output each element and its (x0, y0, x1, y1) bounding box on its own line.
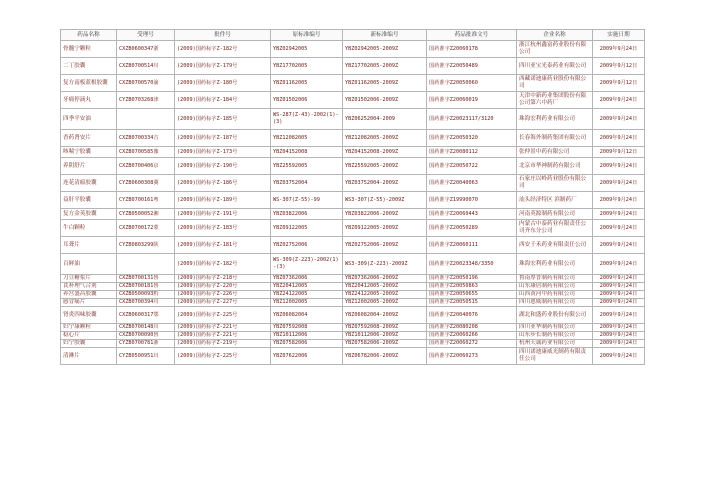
table-row (61, 291, 645, 299)
new-standard-cell: YBZ02752006-2009Z (343, 237, 427, 254)
effective-date-cell: 2009年9月24日 (593, 92, 645, 109)
approval-number-cell: 国药准字Z20060443 (427, 209, 517, 220)
approval-number-cell: 国药准字Z20040076 (427, 307, 517, 324)
approval-doc-cell: (2009)国药标字Z-190号 (175, 158, 271, 175)
effective-date-cell: 2009年9月24日 (593, 158, 645, 175)
new-standard-cell: YBZ10112006-2009Z (343, 332, 427, 340)
new-standard-cell: YBZ07362006-2009Z (343, 275, 427, 283)
effective-date-cell: 2009年9月24日 (593, 109, 645, 130)
approval-number-cell: 国药准字Z20050655 (427, 291, 517, 299)
approval-doc-cell: (2009)国药标字Z-182号 (175, 41, 271, 58)
table-row (61, 283, 645, 291)
header-cell: 批件号 (175, 30, 271, 41)
table-row (61, 158, 645, 175)
approval-number-cell: 国药准字Z20023117/3120 (427, 109, 517, 130)
effective-date-cell: 2009年9月24日 (593, 299, 645, 307)
header-cell: 受理号 (117, 30, 175, 41)
effective-date-cell: 2009年9月24日 (593, 192, 645, 209)
header-cell: 药品名称 (61, 30, 117, 41)
approval-doc-cell: (2009)国药标字Z-221号 (175, 324, 271, 332)
acceptance-no-cell: CYZB0700161粤 (117, 192, 175, 209)
approval-number-cell: 国药准字Z20060273 (427, 348, 517, 365)
table-row (61, 75, 645, 92)
new-standard-cell: YBZ03822006-2009Z (343, 209, 427, 220)
company-cell: 内蒙古中泰药业有限责任公司齐东分公司 (517, 220, 593, 237)
acceptance-no-cell: CXZB0500093黔 (117, 291, 175, 299)
approval-number-cell: 国药准字Z20060111 (427, 237, 517, 254)
approval-doc-cell: (2009)国药标字Z-182号 (175, 254, 271, 275)
company-cell: 张仲景中药有限公司 (517, 147, 593, 158)
approval-number-cell: 国药准字Z20060178 (427, 41, 517, 58)
drug-name-cell: 四季平安油 (61, 109, 117, 130)
table-row (61, 41, 645, 58)
effective-date-cell: 2009年9月24日 (593, 324, 645, 332)
drug-name-cell: 养阴舒片 (61, 158, 117, 175)
old-standard-cell: YBZ25592005 (271, 158, 343, 175)
company-cell: 西安千禾药业有限责任公司 (517, 237, 593, 254)
company-cell: 天津中新药业集团股份有限公司第六中药厂 (517, 92, 593, 109)
new-standard-cell: YBZ06252004-2009 (343, 109, 427, 130)
header-row (61, 30, 645, 41)
acceptance-no-cell: CXZB0700570渝 (117, 75, 175, 92)
company-cell: 四川诺迪康威光制药有限责任公司 (517, 348, 593, 365)
acceptance-no-cell: CXZB0600347浙 (117, 41, 175, 58)
table-row (61, 299, 645, 307)
approval-doc-cell: (2009)国药标字Z-183号 (175, 220, 271, 237)
old-standard-cell: YBZ04152008 (271, 147, 343, 158)
approval-number-cell: 国药准字Z20050863 (427, 283, 517, 291)
old-standard-cell: YBZ07362006 (271, 275, 343, 283)
header-cell: 药品批准文号 (427, 30, 517, 41)
old-standard-cell: YBZ03752004 (271, 175, 343, 192)
approval-doc-cell: (2009)国药标字Z-179号 (175, 58, 271, 75)
approval-doc-cell: (2009)国药标字Z-221号 (175, 332, 271, 340)
drug-name-cell: 二丁胶囊 (61, 58, 117, 75)
new-standard-cell: YBZ09122005-2009Z (343, 220, 427, 237)
new-standard-cell: YBZ25592005-2009Z (343, 158, 427, 175)
approval-number-cell: 国药准字Z20023348/3350 (427, 254, 517, 275)
old-standard-cell: YBZ07622006 (271, 348, 343, 365)
acceptance-no-cell: CXZB0700148川 (117, 324, 175, 332)
table-row (61, 220, 645, 237)
effective-date-cell: 2009年9月24日 (593, 348, 645, 365)
drug-name-cell: 益肝平胶囊 (61, 192, 117, 209)
new-standard-cell: YBZ17702005-2009Z (343, 58, 427, 75)
old-standard-cell: YBZ01502006 (271, 92, 343, 109)
new-standard-cell: YBZ20412005-2009Z (343, 283, 427, 291)
old-standard-cell: YBZ20412005 (271, 283, 343, 291)
new-standard-cell: YBZ12082005-2009Z (343, 130, 427, 147)
effective-date-cell: 2009年9月24日 (593, 209, 645, 220)
company-cell: 汕头经济特区 滨制药厂 (517, 192, 593, 209)
acceptance-no-cell: CXZB0700181鲁 (117, 283, 175, 291)
approval-number-cell: 国药准字Z20050515 (427, 299, 517, 307)
company-cell: 长春海外制药集团有限公司 (517, 130, 593, 147)
approval-doc-cell: (2009)国药标字Z-219号 (175, 340, 271, 348)
drug-name-cell: 刀豆糖浆片 (61, 275, 117, 283)
approval-number-cell: 国药准字Z20060266 (427, 332, 517, 340)
acceptance-no-cell: CXZB0700090鲁 (117, 332, 175, 340)
new-standard-cell: YBZ07592008-2009Z (343, 324, 427, 332)
approval-doc-cell: (2009)国药标字Z-227号 (175, 299, 271, 307)
company-cell: 河南英源制药有限公司 (517, 209, 593, 220)
acceptance-no-cell: CYZB0700781浙 (117, 340, 175, 348)
acceptance-no-cell: CXZB0700585豫 (117, 147, 175, 158)
drug-name-cell: 咳喘宁胶囊 (61, 147, 117, 158)
old-standard-cell: YBZ12082005 (271, 130, 343, 147)
approval-doc-cell: (2009)国药标字Z-218号 (175, 275, 271, 283)
table-row (61, 147, 645, 158)
effective-date-cell: 2009年9月12日 (593, 147, 645, 158)
approval-doc-cell: (2009)国药标字Z-181号 (175, 237, 271, 254)
new-standard-cell: YBZ01162005-2009Z (343, 75, 427, 92)
effective-date-cell: 2009年9月24日 (593, 41, 645, 58)
company-cell: 鲁南厚普制药有限公司 (517, 275, 593, 283)
effective-date-cell: 2009年9月24日 (593, 332, 645, 340)
effective-date-cell: 2009年9月24日 (593, 175, 645, 192)
approval-doc-cell: (2009)国药标字Z-191号 (175, 209, 271, 220)
approval-doc-cell: (2009)国药标字Z-186号 (175, 175, 271, 192)
drug-name-cell: 牙痛停滴丸 (61, 92, 117, 109)
approval-number-cell: 国药准字Z20050320 (427, 130, 517, 147)
approval-number-cell: 国药准字Z20050489 (427, 58, 517, 75)
acceptance-no-cell: CYZB0500052湘 (117, 209, 175, 220)
company-cell: 山西黄河中药有限公司 (517, 291, 593, 299)
table-row (61, 307, 645, 324)
drug-name-cell: 妇宁康颗粒 (61, 324, 117, 332)
effective-date-cell: 2009年9月24日 (593, 220, 645, 237)
approval-doc-cell: (2009)国药标字Z-225号 (175, 348, 271, 365)
acceptance-no-cell (117, 254, 175, 275)
drug-name-cell: 百鲜油 (61, 254, 117, 275)
table-row (61, 348, 645, 365)
acceptance-no-cell: CXZB0700406京 (117, 158, 175, 175)
acceptance-no-cell: CYZB0703268津 (117, 92, 175, 109)
old-standard-cell: YBZ17702005 (271, 58, 343, 75)
approval-doc-cell: (2009)国药标字Z-184号 (175, 92, 271, 109)
table-row (61, 237, 645, 254)
old-standard-cell: YBZ02752006 (271, 237, 343, 254)
table-row (61, 130, 645, 147)
table-row (61, 275, 645, 283)
table-row (61, 92, 645, 109)
new-standard-cell: YBZ06082004-2009Z (343, 307, 427, 324)
approval-number-cell: 国药准字Z20080112 (427, 147, 517, 158)
drug-name-cell: 香药肾安片 (61, 130, 117, 147)
effective-date-cell: 2009年9月24日 (593, 237, 645, 254)
acceptance-no-cell: CXZB0700394川 (117, 299, 175, 307)
new-standard-cell: YBZ24122005-2009Z (343, 291, 427, 299)
table-body (61, 41, 645, 365)
table-row (61, 340, 645, 348)
header-cell: 原标准编号 (271, 30, 343, 41)
acceptance-no-cell (117, 109, 175, 130)
acceptance-no-cell: CXZB0700334吉 (117, 130, 175, 147)
company-cell: 珠海宏利药业有限公司 (517, 254, 593, 275)
approval-number-cell: 国药准字Z20050722 (427, 158, 517, 175)
acceptance-no-cell: CYZB0803299陕 (117, 237, 175, 254)
table-row (61, 58, 645, 75)
acceptance-no-cell: CYZB0600308冀 (117, 175, 175, 192)
old-standard-cell: YBZ01162005 (271, 75, 343, 92)
new-standard-cell: WS3-307(Z-55)-2009Z (343, 192, 427, 209)
new-standard-cell: YBZ03752004-2009Z (343, 175, 427, 192)
drug-name-cell: 骨髓宁颗粒 (61, 41, 117, 58)
approval-number-cell: 国药准字Z20050060 (427, 75, 517, 92)
approval-number-cell: 国药准字Z20050289 (427, 220, 517, 237)
drug-standard-sheet (60, 29, 644, 365)
old-standard-cell: YBZ10112006 (271, 332, 343, 340)
old-standard-cell: YBZ12002005 (271, 299, 343, 307)
table-row (61, 209, 645, 220)
old-standard-cell: YBZ06082004 (271, 307, 343, 324)
drug-name-cell: 耳聋片 (61, 237, 117, 254)
company-cell: 浙江杭州鑫富药业股份有限公司 (517, 41, 593, 58)
drug-name-cell: 妇宁胶囊 (61, 340, 117, 348)
approval-doc-cell: (2009)国药标字Z-180号 (175, 75, 271, 92)
new-standard-cell: YBZ07582006-2009Z (343, 340, 427, 348)
approval-doc-cell: (2009)国药标字Z-187号 (175, 130, 271, 147)
effective-date-cell: 2009年9月24日 (593, 254, 645, 275)
drug-name-cell: 复方金英胶囊 (61, 209, 117, 220)
company-cell: 山东步长制药有限公司 (517, 332, 593, 340)
table-row (61, 109, 645, 130)
effective-date-cell: 2009年9月24日 (593, 291, 645, 299)
approval-doc-cell: (2009)国药标字Z-225号 (175, 307, 271, 324)
approval-doc-cell: (2009)国药标字Z-185号 (175, 109, 271, 130)
effective-date-cell: 2009年9月24日 (593, 307, 645, 324)
approval-number-cell: 国药准字Z20060019 (427, 92, 517, 109)
table-row (61, 192, 645, 209)
new-standard-cell: YBZ06782006-2009Z (343, 348, 427, 365)
approval-doc-cell: (2009)国药标字Z-189号 (175, 192, 271, 209)
effective-date-cell: 2009年9月12日 (593, 58, 645, 75)
table-row (61, 254, 645, 275)
drug-standard-table (60, 29, 645, 365)
company-cell: 四川亚华制药有限公司 (517, 324, 593, 332)
approval-number-cell: 国药准字Z19990070 (427, 192, 517, 209)
drug-name-cell: 清淋片 (61, 348, 117, 365)
old-standard-cell: YBZ09122005 (271, 220, 343, 237)
new-standard-cell: YBZ04152008-2009Z (343, 147, 427, 158)
old-standard-cell: WS-309(Z-223)-2002(1)-(3) (271, 254, 343, 275)
acceptance-no-cell: CXZB0600317鄂 (117, 307, 175, 324)
new-standard-cell: WS3-309(Z-223)-2009Z (343, 254, 427, 275)
table-row (61, 324, 645, 332)
drug-name-cell: 牛白颗粒 (61, 220, 117, 237)
company-cell: 四川恩威制药有限公司 (517, 299, 593, 307)
company-cell: 石家庄以岭药业股份有限公司 (517, 175, 593, 192)
effective-date-cell: 2009年9月24日 (593, 340, 645, 348)
approval-number-cell: 国药准字Z20050196 (427, 275, 517, 283)
acceptance-no-cell: CXZB0700514川 (117, 58, 175, 75)
company-cell: 珠海宏利药业有限公司 (517, 109, 593, 130)
approval-doc-cell: (2009)国药标字Z-226号 (175, 291, 271, 299)
new-standard-cell: YBZ01502006-2009Z (343, 92, 427, 109)
approval-number-cell: 国药准字Z20040063 (427, 175, 517, 192)
company-cell: 西藏诺迪康药业股份有限公司 (517, 75, 593, 92)
drug-name-cell: 肾炎四味胶囊 (61, 307, 117, 324)
acceptance-no-cell: CYZB0500951川 (117, 348, 175, 365)
acceptance-no-cell: CXZB0700172蒙 (117, 220, 175, 237)
old-standard-cell: YBZ07582006 (271, 340, 343, 348)
new-standard-cell: YBZ02942005-2009Z (343, 41, 427, 58)
drug-name-cell: 养宫盛昌胶囊 (61, 291, 117, 299)
old-standard-cell: YBZ02942005 (271, 41, 343, 58)
approval-doc-cell: (2009)国药标字Z-173号 (175, 147, 271, 158)
drug-name-cell: 芪补理气合剂 (61, 283, 117, 291)
old-standard-cell: WS-287(Z-43)-2002(1)-(3) (271, 109, 343, 130)
approval-number-cell: 国药准字Z20080208 (427, 324, 517, 332)
drug-name-cell: 感冒痛片 (61, 299, 117, 307)
drug-name-cell: 复方南板蓝根胶囊 (61, 75, 117, 92)
company-cell: 山东康居制药有限公司 (517, 283, 593, 291)
old-standard-cell: WS-307(Z-55)-99 (271, 192, 343, 209)
company-cell: 四川亚宝光泰药业有限公司 (517, 58, 593, 75)
company-cell: 北京市华神制药有限公司 (517, 158, 593, 175)
header-cell: 企业名称 (517, 30, 593, 41)
table-row (61, 175, 645, 192)
old-standard-cell: YBZ07592008 (271, 324, 343, 332)
drug-name-cell: 稳心片 (61, 332, 117, 340)
effective-date-cell: 2009年9月12日 (593, 75, 645, 92)
approval-number-cell: 国药准字Z20060272 (427, 340, 517, 348)
company-cell: 杭州天诚药业有限公司 (517, 340, 593, 348)
old-standard-cell: YBZ24122005 (271, 291, 343, 299)
effective-date-cell: 2009年9月24日 (593, 283, 645, 291)
table-row (61, 332, 645, 340)
header-cell: 实施日期 (593, 30, 645, 41)
header-cell: 新标准编号 (343, 30, 427, 41)
new-standard-cell: YBZ12002005-2009Z (343, 299, 427, 307)
effective-date-cell: 2009年9月24日 (593, 130, 645, 147)
acceptance-no-cell: CXZB0700131鲁 (117, 275, 175, 283)
company-cell: 湖北和盛药业股份有限公司 (517, 307, 593, 324)
old-standard-cell: YBZ03822006 (271, 209, 343, 220)
drug-name-cell: 连花清瘟胶囊 (61, 175, 117, 192)
approval-doc-cell: (2009)国药标字Z-220号 (175, 283, 271, 291)
effective-date-cell: 2009年9月24日 (593, 275, 645, 283)
